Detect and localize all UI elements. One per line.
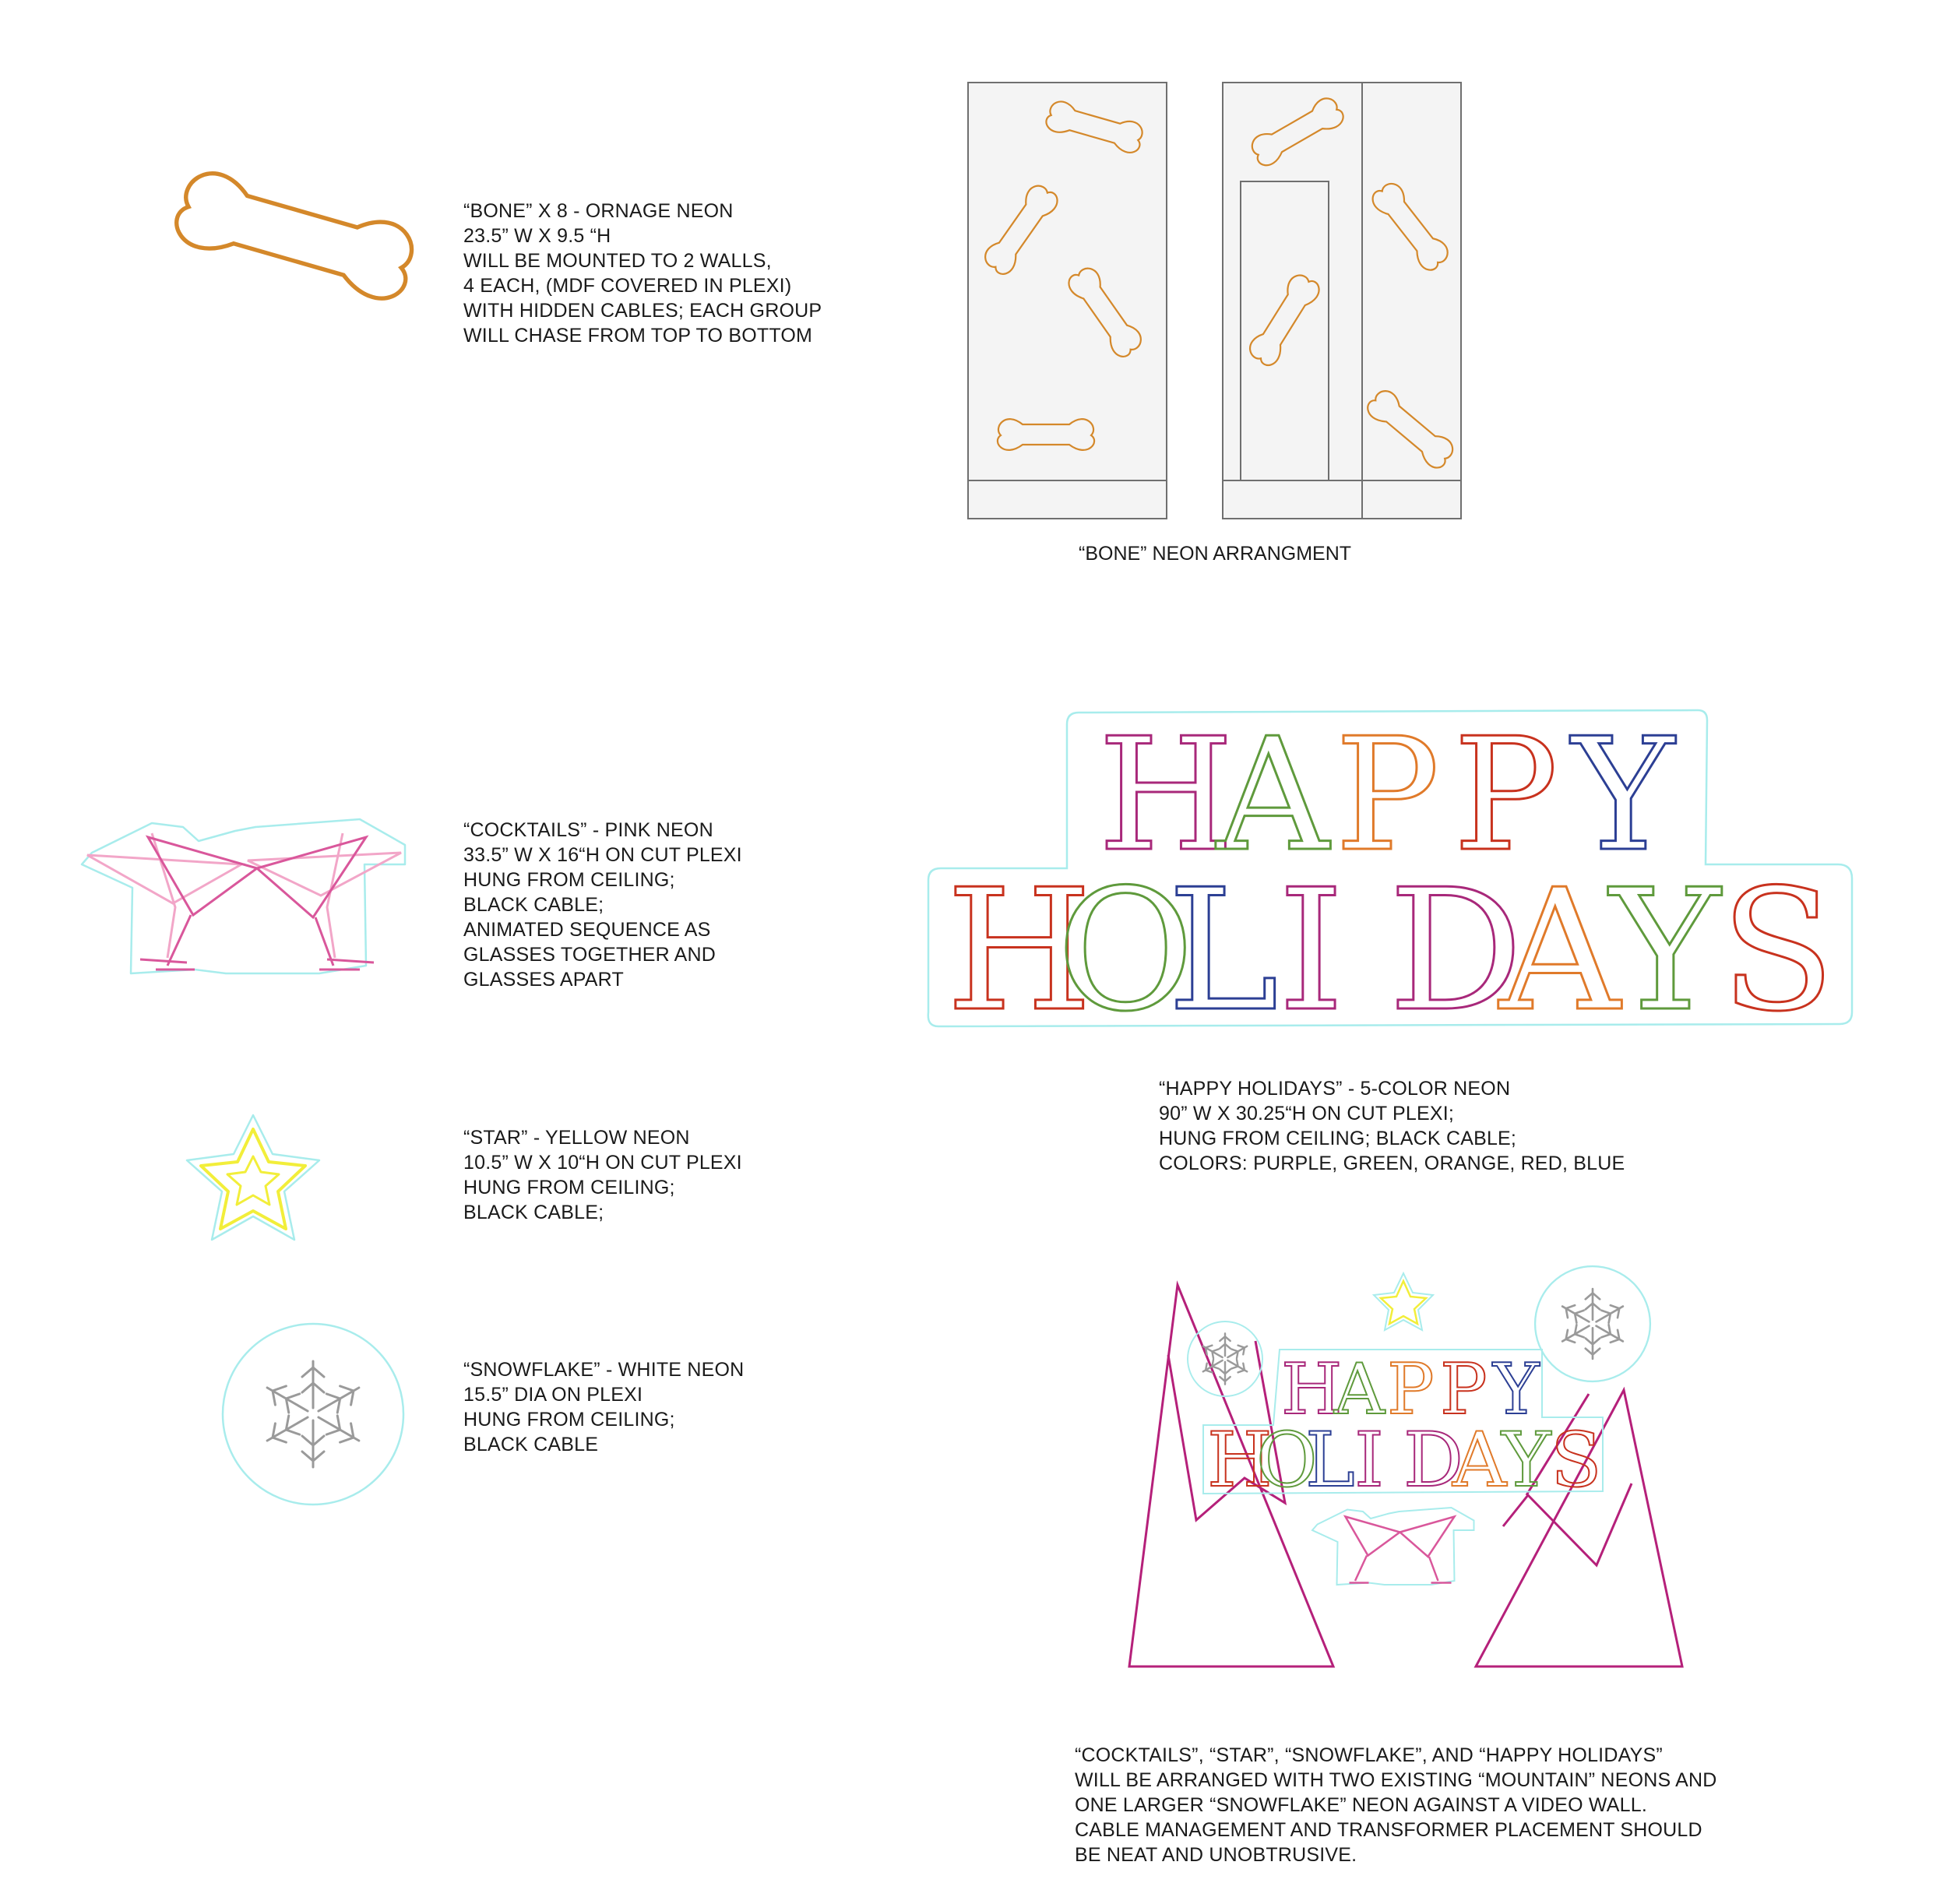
bone-note-line: WILL BE MOUNTED TO 2 WALLS,: [463, 250, 772, 272]
neon-letter: O: [1057, 853, 1195, 1048]
bone-arrangement-caption: “BONE” NEON ARRANGMENT: [1079, 543, 1352, 565]
holidays-note: [1159, 1076, 1625, 1176]
scene-snowflake-small-icon: [1188, 1322, 1262, 1396]
snowflake-note-line: HUNG FROM CEILING;: [463, 1409, 675, 1431]
happy-holidays-sign: [928, 705, 1852, 1048]
neon-letter: H: [1281, 1349, 1343, 1431]
cocktails-note-line: BLACK CABLE;: [463, 894, 604, 916]
star-note-line: 10.5” W X 10“H ON CUT PLEXI: [463, 1152, 742, 1174]
scene-happy-holidays-sign: [1203, 1349, 1603, 1504]
neon-letter: H: [946, 853, 1093, 1048]
scene-cocktails-icon: [1312, 1508, 1474, 1585]
neon-letter: P: [1440, 1349, 1488, 1431]
cocktails-note-line: ANIMATED SEQUENCE AS: [463, 919, 711, 941]
cocktails-note: [463, 818, 742, 992]
arrangement-note-line: BE NEAT AND UNOBTRUSIVE.: [1075, 1844, 1357, 1866]
snowflake-note-line: BLACK CABLE: [463, 1434, 599, 1455]
snowflake-neon-icon: [223, 1324, 403, 1505]
scene-star-icon: [1374, 1273, 1433, 1330]
bone-note-line: WITH HIDDEN CABLES; EACH GROUP: [463, 300, 822, 322]
neon-letter: P: [1453, 705, 1558, 886]
bone-neon-icon: [171, 167, 420, 304]
neon-letter: D: [1403, 1417, 1463, 1504]
arrangement-scene: [1129, 1266, 1682, 1666]
arrangement-note-line: WILL BE ARRANGED WITH TWO EXISTING “MOUNTAIN” NEONS AND: [1075, 1769, 1717, 1791]
snowflake-note-line: 15.5” DIA ON PLEXI: [463, 1384, 643, 1406]
neon-letter: I: [1278, 853, 1344, 1048]
doorway: [1241, 181, 1329, 480]
holidays-note-line: “HAPPY HOLIDAYS” - 5-COLOR NEON: [1159, 1078, 1511, 1100]
cocktails-note-line: “COCKTAILS” - PINK NEON: [463, 819, 713, 841]
holidays-note-line: COLORS: PURPLE, GREEN, ORANGE, RED, BLUE: [1159, 1153, 1625, 1174]
cocktails-neon-icon: [82, 819, 405, 973]
neon-letter: Y: [1493, 1349, 1540, 1431]
cocktails-note-line: 33.5” W X 16“H ON CUT PLEXI: [463, 844, 742, 866]
bone-note-line: WILL CHASE FROM TOP TO BOTTOM: [463, 325, 813, 347]
snowflake-note: [463, 1357, 744, 1457]
left-wall-panel: [968, 83, 1167, 519]
star-note-line: BLACK CABLE;: [463, 1202, 604, 1223]
snowflake-note-line: “SNOWFLAKE” - WHITE NEON: [463, 1359, 745, 1381]
cocktails-note-line: HUNG FROM CEILING;: [463, 869, 675, 891]
arrangement-note: [1075, 1743, 1717, 1867]
neon-letter: A: [1334, 1349, 1385, 1431]
neon-letter: D: [1389, 853, 1523, 1048]
bone-wall-elevation: [968, 83, 1461, 519]
neon-letter: H: [1098, 705, 1234, 886]
neon-letter: Y: [1502, 1417, 1551, 1504]
scene-snowflake-large-icon: [1535, 1266, 1650, 1381]
neon-letter: Y: [1610, 853, 1720, 1048]
star-note: [463, 1125, 742, 1225]
neon-letter: O: [1256, 1417, 1318, 1504]
holidays-note-line: 90” W X 30.25“H ON CUT PLEXI;: [1159, 1103, 1455, 1124]
neon-letter: A: [1452, 1417, 1507, 1504]
neon-letter: Y: [1572, 705, 1675, 886]
bone-note-line: 4 EACH, (MDF COVERED IN PLEXI): [463, 275, 792, 297]
cocktails-note-line: GLASSES TOGETHER AND: [463, 944, 716, 966]
neon-letter: S: [1551, 1417, 1602, 1504]
holidays-note-line: HUNG FROM CEILING; BLACK CABLE;: [1159, 1128, 1517, 1149]
star-neon-icon: [187, 1115, 319, 1240]
cocktails-note-line: GLASSES APART: [463, 969, 624, 991]
bone-note-line: “BONE” X 8 - ORNAGE NEON: [463, 200, 734, 222]
star-note-line: “STAR” - YELLOW NEON: [463, 1127, 690, 1149]
neon-letter: L: [1167, 853, 1279, 1048]
neon-letter: I: [1354, 1417, 1384, 1504]
arrangement-note-line: CABLE MANAGEMENT AND TRANSFORMER PLACEMENT SHOULD: [1075, 1819, 1702, 1841]
neon-letter: P: [1335, 705, 1440, 886]
neon-letter: L: [1305, 1417, 1355, 1504]
neon-letter: A: [1216, 705, 1329, 886]
arrangement-note-line: “COCKTAILS”, “STAR”, “SNOWFLAKE”, AND “HAPPY HOLIDAYS”: [1075, 1744, 1663, 1766]
star-note-line: HUNG FROM CEILING;: [463, 1177, 675, 1198]
neon-letter: P: [1387, 1349, 1435, 1431]
neon-letter: H: [1207, 1417, 1273, 1504]
sign-word-holidays: [946, 853, 1835, 1048]
arrangement-note-line: ONE LARGER “SNOWFLAKE” NEON AGAINST A VIDEO WALL.: [1075, 1794, 1647, 1816]
bone-note-line: 23.5” W X 9.5 “H: [463, 225, 611, 247]
neon-letter: A: [1499, 853, 1621, 1048]
neon-letter: S: [1720, 853, 1836, 1048]
bone-note: [463, 199, 822, 348]
